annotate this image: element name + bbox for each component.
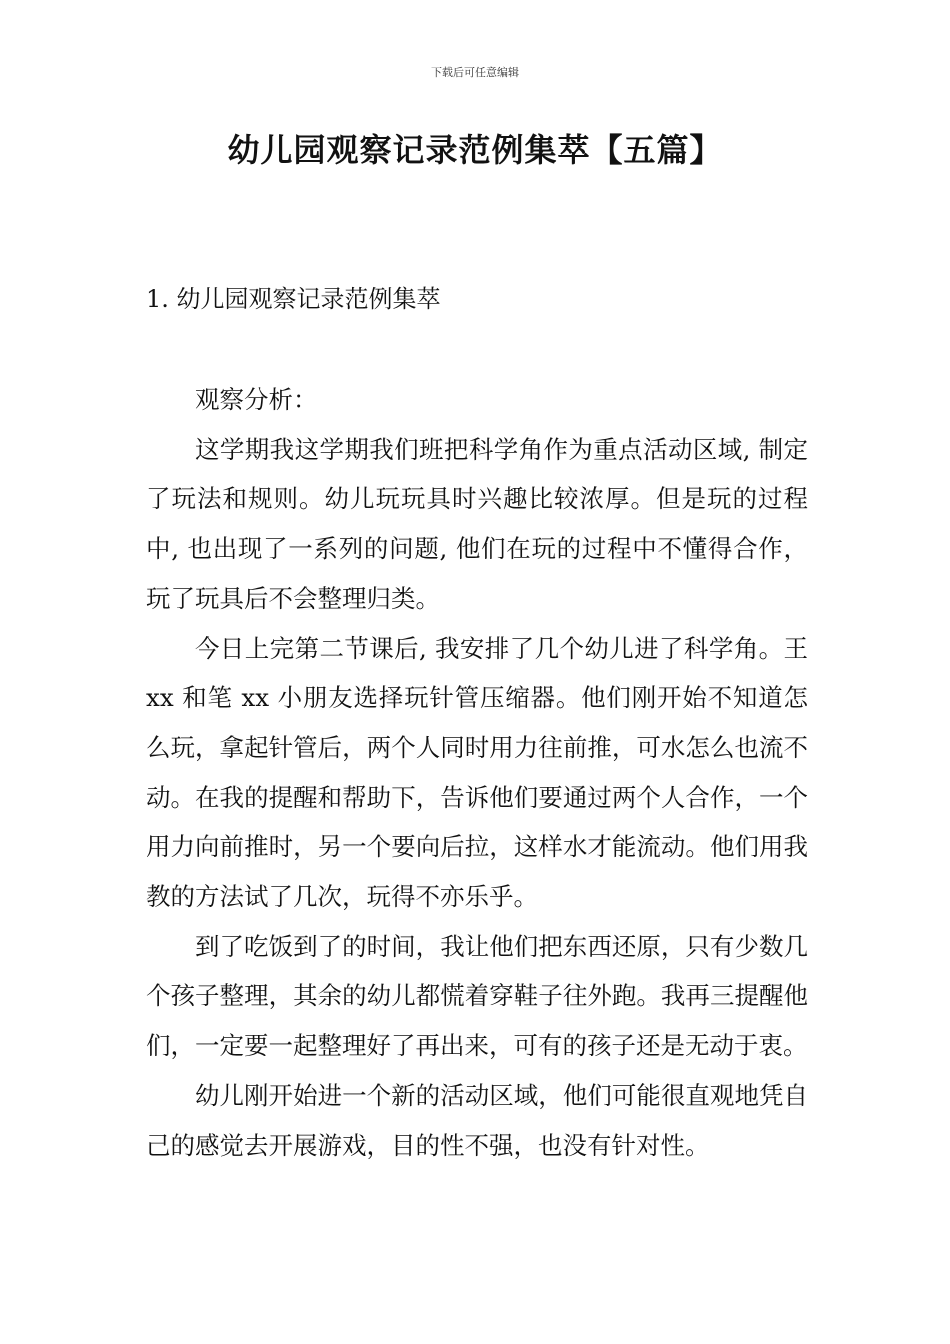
document-title: 幼儿园观察记录范例集萃【五篇】 xyxy=(227,131,723,169)
paragraph-4: 幼儿刚开始进一个新的活动区域，他们可能很直观地凭自己的感觉去开展游戏，目的性不强，也没有针对性。 xyxy=(146,1080,808,1160)
paragraph-3: 到了吃饭到了的时间，我让他们把东西还原，只有少数几个孩子整理，其余的幼儿都慌着穿鞋子往外跑。我再三提醒他们，一定要一起整理好了再出来，可有的孩子还是无动于衷。 xyxy=(146,931,808,1061)
paragraph-observation-label: 观察分析： xyxy=(195,385,318,414)
body-text xyxy=(146,375,808,1170)
header-note: 下载后可任意编辑 xyxy=(431,66,519,79)
section-heading: 1. 幼儿园观察记录范例集萃 xyxy=(146,285,441,313)
paragraph-1: 这学期我这学期我们班把科学角作为重点活动区域, 制定了玩法和规则。幼儿玩玩具时兴趣比较浓厚。但是玩的过程中, 也出现了一系列的问题, 他们在玩的过程中不懂得合作，玩了玩具后不会整理归类。 xyxy=(146,434,808,613)
paragraph-2: 今日上完第二节课后, 我安排了几个幼儿进了科学角。王 xx 和笔 xx 小朋友选择玩针管压缩器。他们刚开始不知道怎么玩，拿起针管后，两个人同时用力往前推，可水怎么也流不动。在我的提醒和帮助下，告诉他们要通过两个人合作，一个用力向前推时，另一个要向后拉，这样水才能流动。他们用我教的方法试了几次，玩得不亦乐乎。 xyxy=(146,633,808,912)
